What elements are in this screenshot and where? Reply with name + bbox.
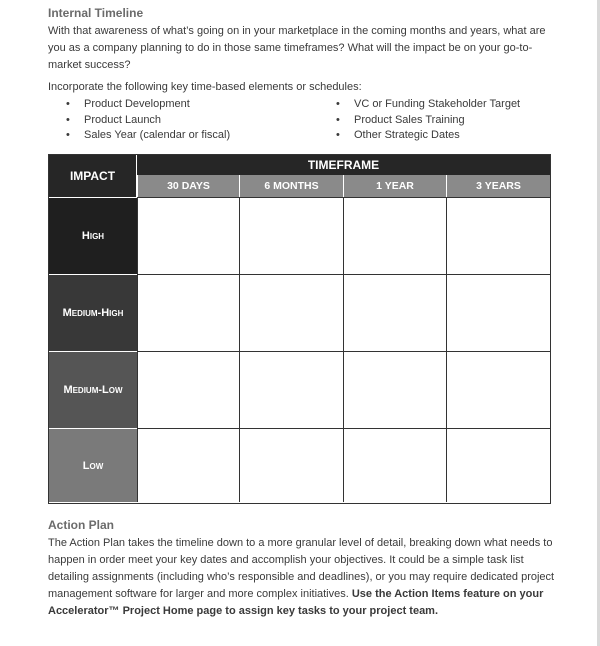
table-cell[interactable]: [446, 428, 550, 502]
bullet-icon: •: [66, 129, 70, 141]
action-plan-text: The Action Plan takes the timeline down to a more granular level of detail, breaking down what needs to happen in order meet your key dates and accomplish your objectives. It could be a simple task list detailing assignments (including who’s responsible and deadlines), or you may require dedicated project management software for larger and more complex initiatives.: [48, 537, 555, 600]
table-cell[interactable]: [239, 428, 343, 502]
bullet-text: VC or Funding Stakeholder Target: [354, 98, 521, 110]
table-cell[interactable]: [137, 274, 239, 351]
row-header-medium-low: Medium-Low: [49, 351, 137, 428]
row-header-medium-high: Medium-High: [49, 274, 137, 351]
table-cell[interactable]: [137, 428, 239, 502]
column-header-6-months: 6 MONTHS: [239, 175, 343, 197]
impact-timeframe-table: [48, 154, 551, 504]
bullet-item: [64, 128, 230, 144]
bullet-item: [334, 113, 520, 129]
action-plan-bold-text: Use the Action Items feature on your Accelerator™ Project Home page to assign key tasks to your project team.: [48, 588, 544, 617]
bullet-text: Product Launch: [84, 113, 162, 126]
table-cell[interactable]: [239, 351, 343, 428]
table-cell[interactable]: [343, 428, 446, 502]
bullet-icon: •: [66, 113, 70, 126]
bullet-item: [334, 128, 520, 144]
timeframe-header: TIMEFRAME: [137, 155, 550, 175]
table-cell[interactable]: [446, 351, 550, 428]
intro-paragraph: With that awareness of what’s going on in your marketplace in the coming months and years, what are you as a company planning to do in those same timeframes? What will the impact be on your go-to-market success?: [48, 25, 546, 71]
table-cell[interactable]: [446, 197, 550, 274]
bullet-item: [64, 97, 230, 113]
impact-header: IMPACT: [49, 155, 137, 197]
incorporate-paragraph: Incorporate the following key time-based elements or schedules:: [48, 81, 362, 93]
column-header-3-years: 3 YEARS: [446, 175, 550, 197]
table-cell[interactable]: [239, 274, 343, 351]
internal-timeline-heading: Internal Timeline: [48, 6, 144, 20]
table-cell[interactable]: [343, 274, 446, 351]
bullet-icon: •: [66, 98, 70, 110]
table-cell[interactable]: [446, 274, 550, 351]
bullet-text: Product Development: [84, 98, 190, 110]
bullet-icon: •: [336, 113, 340, 126]
column-header-1-year: 1 YEAR: [343, 175, 446, 197]
bullet-item: [334, 97, 520, 113]
action-plan-heading: Action Plan: [48, 518, 115, 532]
table-cell[interactable]: [343, 351, 446, 428]
bullet-item: [64, 113, 230, 129]
table-cell[interactable]: [137, 351, 239, 428]
bullet-icon: •: [336, 129, 340, 141]
bullet-text: Other Strategic Dates: [354, 129, 460, 141]
table-cell[interactable]: [343, 197, 446, 274]
row-header-low: Low: [49, 428, 137, 502]
column-header-30-days: 30 DAYS: [137, 175, 239, 197]
bullet-list-right: [334, 97, 520, 144]
bullet-icon: •: [336, 98, 340, 110]
table-cell[interactable]: [137, 197, 239, 274]
table-cell[interactable]: [239, 197, 343, 274]
bullet-text: Sales Year (calendar or fiscal): [84, 129, 231, 141]
row-header-high: High: [49, 197, 137, 274]
action-plan-paragraph: [48, 535, 558, 620]
bullet-list-left: [64, 97, 230, 144]
bullet-text: Product Sales Training: [354, 113, 465, 126]
